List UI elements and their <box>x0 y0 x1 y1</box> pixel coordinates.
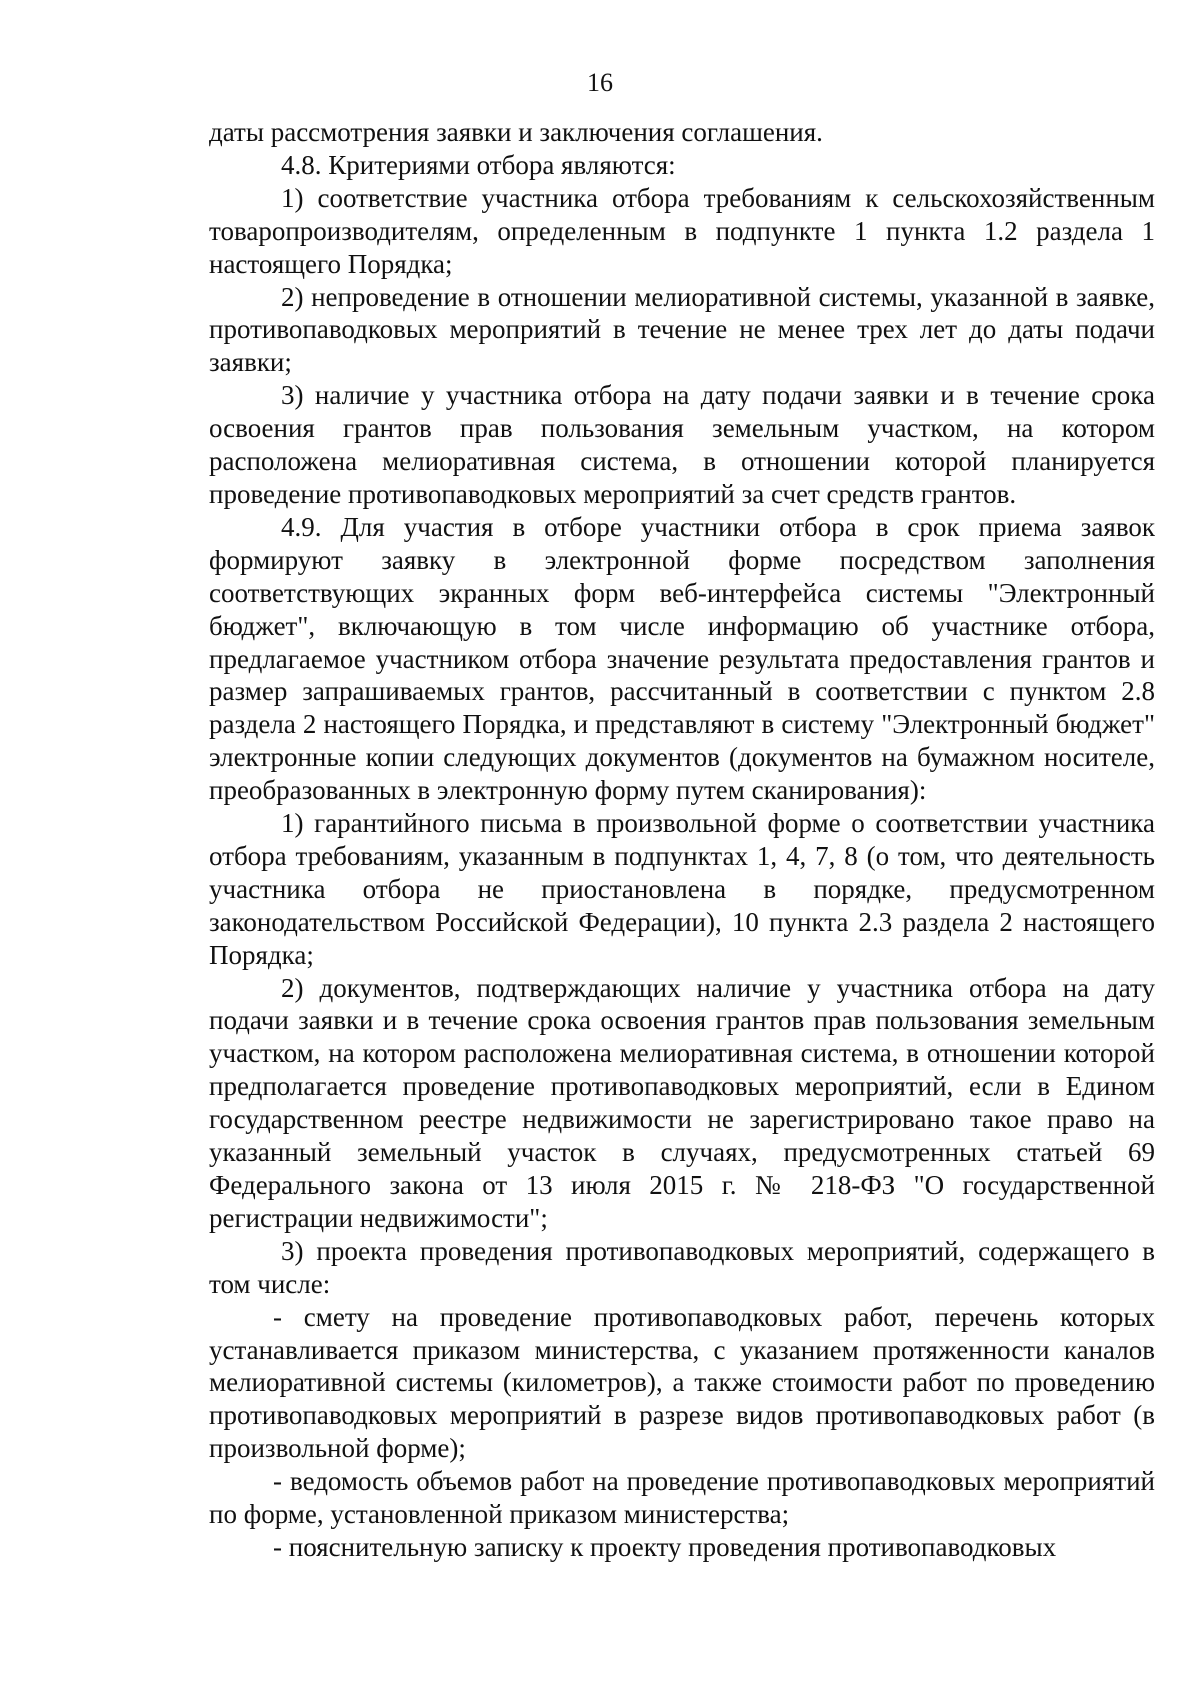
paragraph-document-2: 2) документов, подтверждающих наличие у участника отбора на дату подачи заявки и в течение срока освоения грантов прав пользования земельным участком, на котором расположена мелиоративная система, в отношении которой предполагается проведение противопаводковых мероприятий, если в Едином государственном реестре недвижимости не зарегистрировано такое право на указанный земельный участок в случаях, предусмотренных статьей 69 Федерального закона от 13 июля 2015 г. № 218-ФЗ "О государственной регистрации недвижимости"; <box>209 972 1155 1233</box>
paragraph-criterion-3: 3) наличие у участника отбора на дату подачи заявки и в течение срока освоения грантов прав пользования земельным участком, на котором расположена мелиоративная система, в отношении которой планируется проведение противопаводковых мероприятий за счет средств грантов. <box>209 380 1155 509</box>
paragraph-4-9: 4.9. Для участия в отборе участники отбора в срок приема заявок формируют заявку в электронной форме посредством заполнения соответствующих экранных форм веб-интерфейса системы "Электронный бюджет", включающую в том числе информацию об участнике отбора, предлагаемое участником отбора значение результата предоставления грантов и размер запрашиваемых грантов, рассчитанный в соответствии с пунктом 2.8 раздела 2 настоящего Порядка, и представляют в систему "Электронный бюджет" электронные копии следующих документов (документов на бумажном носителе, преобразованных в электронную форму путем сканирования): <box>209 511 1155 806</box>
document-body <box>209 116 1155 1564</box>
paragraph-document-1: 1) гарантийного письма в произвольной форме о соответствии участника отбора требованиям, указанным в подпунктах 1, 4, 7, 8 (о том, что деятельность участника отбора не приостановлена в порядке, предусмотренном законодательством Российской Федерации), 10 пункта 2.3 раздела 2 настоящего Порядка; <box>209 808 1155 970</box>
paragraph-continuation: даты рассмотрения заявки и заключения соглашения. <box>209 117 823 147</box>
page-number: 16 <box>587 68 613 97</box>
paragraph-document-3: 3) проекта проведения противопаводковых мероприятий, содержащего в том числе: <box>209 1235 1155 1299</box>
list-item-work-statement: - ведомость объемов работ на проведение противопаводковых мероприятий по форме, установленной приказом министерства; <box>209 1466 1155 1530</box>
paragraph-criterion-2: 2) непроведение в отношении мелиоративной системы, указанной в заявке, противопаводковых мероприятий в течение не менее трех лет до даты подачи заявки; <box>209 281 1155 378</box>
list-item-estimate: - смету на проведение противопаводковых работ, перечень которых устанавливается приказом министерства, с указанием протяженности каналов мелиоративной системы (километров), а также стоимости работ по проведению противопаводковых мероприятий в разрезе видов противопаводковых работ (в произвольной форме); <box>209 1301 1155 1464</box>
paragraph-4-8-heading: 4.8. Критериями отбора являются: <box>281 149 676 180</box>
paragraph-criterion-1: 1) соответствие участника отбора требованиям к сельскохозяйственным товаропроизводителям, определенным в подпункте 1 пункта 1.2 раздела 1 настоящего Порядка; <box>209 182 1155 279</box>
list-item-explanatory-note: - пояснительную записку к проекту проведения противопаводковых <box>273 1531 1057 1562</box>
